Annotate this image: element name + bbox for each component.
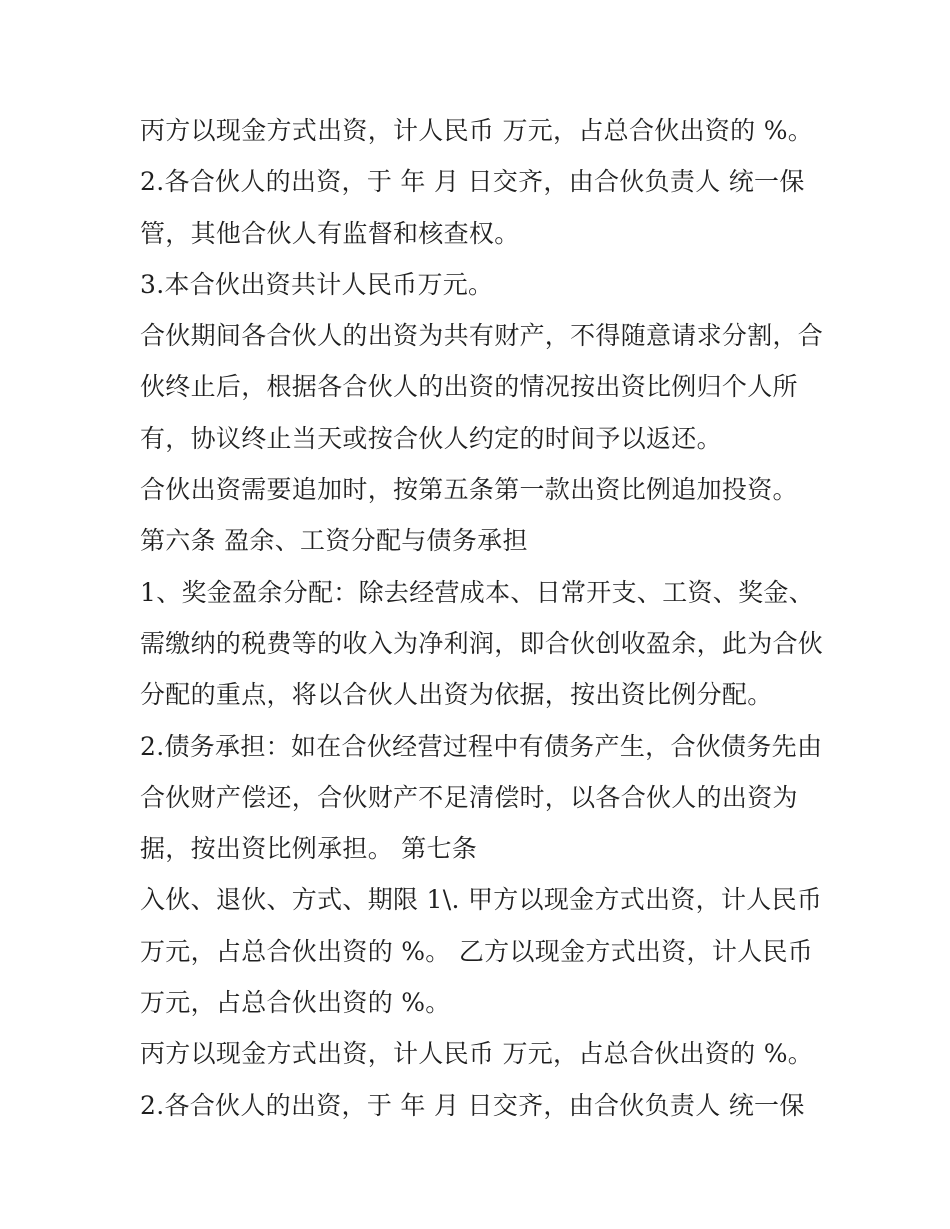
text-line: 有，协议终止当天或按合伙人约定的时间予以返还。 xyxy=(140,423,722,453)
text-line: 万元，占总合伙出资的 %。 xyxy=(140,988,451,1018)
text-line: 据，按出资比例承担。 第七条 xyxy=(140,834,478,864)
text-line: 丙方以现金方式出资，计人民币 万元，占总合伙出资的 %。 xyxy=(140,116,814,145)
document-body xyxy=(140,105,830,1131)
text-line: 分配的重点，将以合伙人出资为依据，按出资比例分配。 xyxy=(140,680,773,710)
text-line: 丙方以现金方式出资，计人民币 万元，占总合伙出资的 %。 xyxy=(140,1039,814,1069)
text-line: 2.债务承担：如在合伙经营过程中有债务产生，合伙债务先由 xyxy=(140,731,823,761)
text-line: 需缴纳的税费等的收入为净利润，即合伙创收盈余，此为合伙 xyxy=(140,628,824,658)
text-line: 合伙期间各合伙人的出资为共有财产，不得随意请求分割，合 xyxy=(140,321,824,351)
text-line: 2.各合伙人的出资，于 年 月 日交齐，由合伙负责人 统一保 xyxy=(140,167,805,197)
text-line: 2.各合伙人的出资，于 年 月 日交齐，由合伙负责人 统一保 xyxy=(140,1090,805,1120)
text-line: 伙终止后，根据各合伙人的出资的情况按出资比例归个人所 xyxy=(140,372,798,402)
text-line: 管，其他合伙人有监督和核查权。 xyxy=(140,218,520,248)
text-line: 1、奖金盈余分配：除去经营成本、日常开支、工资、奖金、 xyxy=(140,577,815,607)
text-line: 万元，占总合伙出资的 %。 乙方以现金方式出资，计人民币 xyxy=(140,936,814,966)
text-line: 合伙出资需要追加时，按第五条第一款出资比例追加投资。 xyxy=(140,475,798,505)
text-line: 合伙财产偿还，合伙财产不足清偿时，以各合伙人的出资为 xyxy=(140,782,798,812)
section-heading: 第六条 盈余、工资分配与债务承担 xyxy=(140,526,528,556)
text-line: 入伙、退伙、方式、期限 1\. 甲方以现金方式出资，计人民币 xyxy=(140,885,823,915)
text-line: 3.本合伙出资共计人民币万元。 xyxy=(140,269,494,299)
